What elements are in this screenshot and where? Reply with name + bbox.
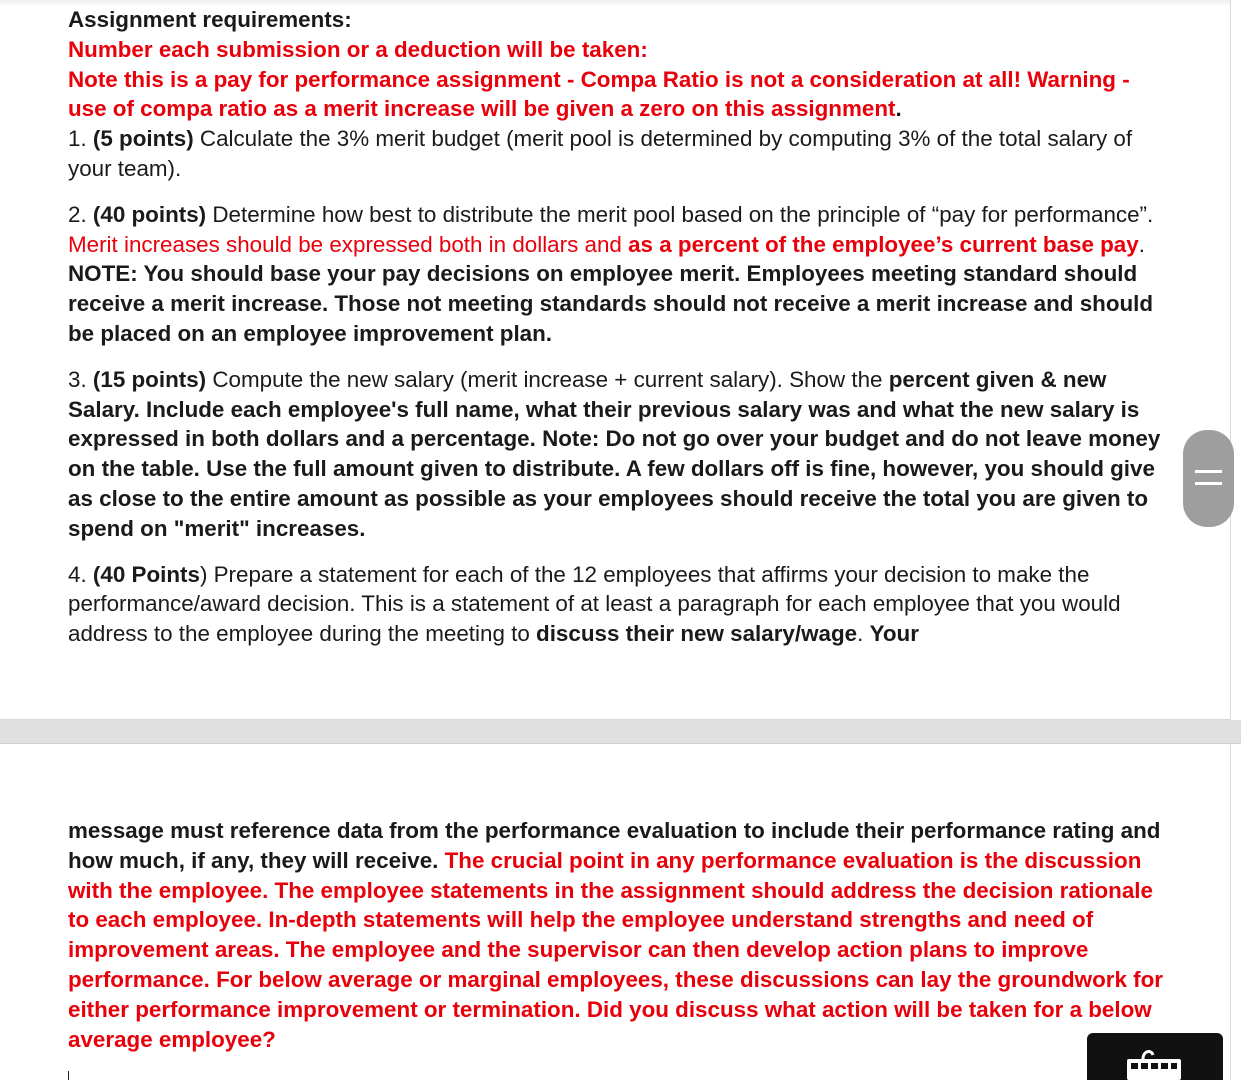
text-cursor [68, 1071, 69, 1080]
notice-compa: Note this is a pay for performance assignment - Compa Ratio is not a consideration at all! Warning - use of compa ratio as a merit increase will be given a zero on this assignment. [68, 66, 1130, 122]
item-4-continued: message must reference data from the performance evaluation to include their performance rating and how much, if any, they will receive. The crucial point in any performance evaluation is the discussion with the employee. The employee statements in the assignment should address the decision rationale to each employee. In-depth statements will help the employee understand strengths and need of improvement areas. The employee and the supervisor can then develop action plans to improve performance. For below average or marginal employees, these discussions can lay the groundwork for either performance improvement or termination. Did you discuss what action will be taken for a below average employee? [68, 818, 1163, 1052]
page-gap [0, 720, 1241, 744]
item-1: 1. (5 points) Calculate the 3% merit budget (merit pool is determined by computing 3% of the total salary of your team). [68, 126, 1133, 181]
item-2: 2. (40 points) Determine how best to distribute the merit pool based on the principle of “pay for performance”. Merit increases should be expressed both in dollars and as a percent of the employee’s current base pay. NOTE: You should base your pay decisions on employee merit. Employees meeting standard should receive a merit increase. Those not meeting standards should not receive a merit increase and should be placed on an employee improvement plan. [68, 201, 1154, 346]
keyboard-icon [1125, 1045, 1185, 1080]
scroll-handle[interactable] [1183, 430, 1234, 527]
document-page-2 [0, 744, 1231, 1080]
notice-number: Number each submission or a deduction will be taken: [68, 36, 648, 62]
heading: Assignment requirements: [68, 7, 352, 32]
page-1-text [68, 5, 1163, 649]
item-4: 4. (40 Points) Prepare a statement for each of the 12 employees that affirms your decision to make the performance/award decision. This is a statement of at least a paragraph for each employee that you would address to the employee during the meeting to discuss their new salary/wage. Your [68, 561, 1121, 647]
page-2-text [68, 816, 1163, 1054]
item-3: 3. (15 points) Compute the new salary (merit increase + current salary). Show the percent given & new Salary. Include each employee's full name, what their previous salary was and what the new salary is expressed in both dollars and a percentage. Note: Do not go over your budget and do not leave money on the table. Use the full amount given to distribute. A few dollars off is fine, however, you should give as close to the entire amount as possible as your employees should receive the total you are given to spend on "merit" increases. [68, 366, 1161, 541]
keyboard-button[interactable] [1087, 1033, 1223, 1080]
